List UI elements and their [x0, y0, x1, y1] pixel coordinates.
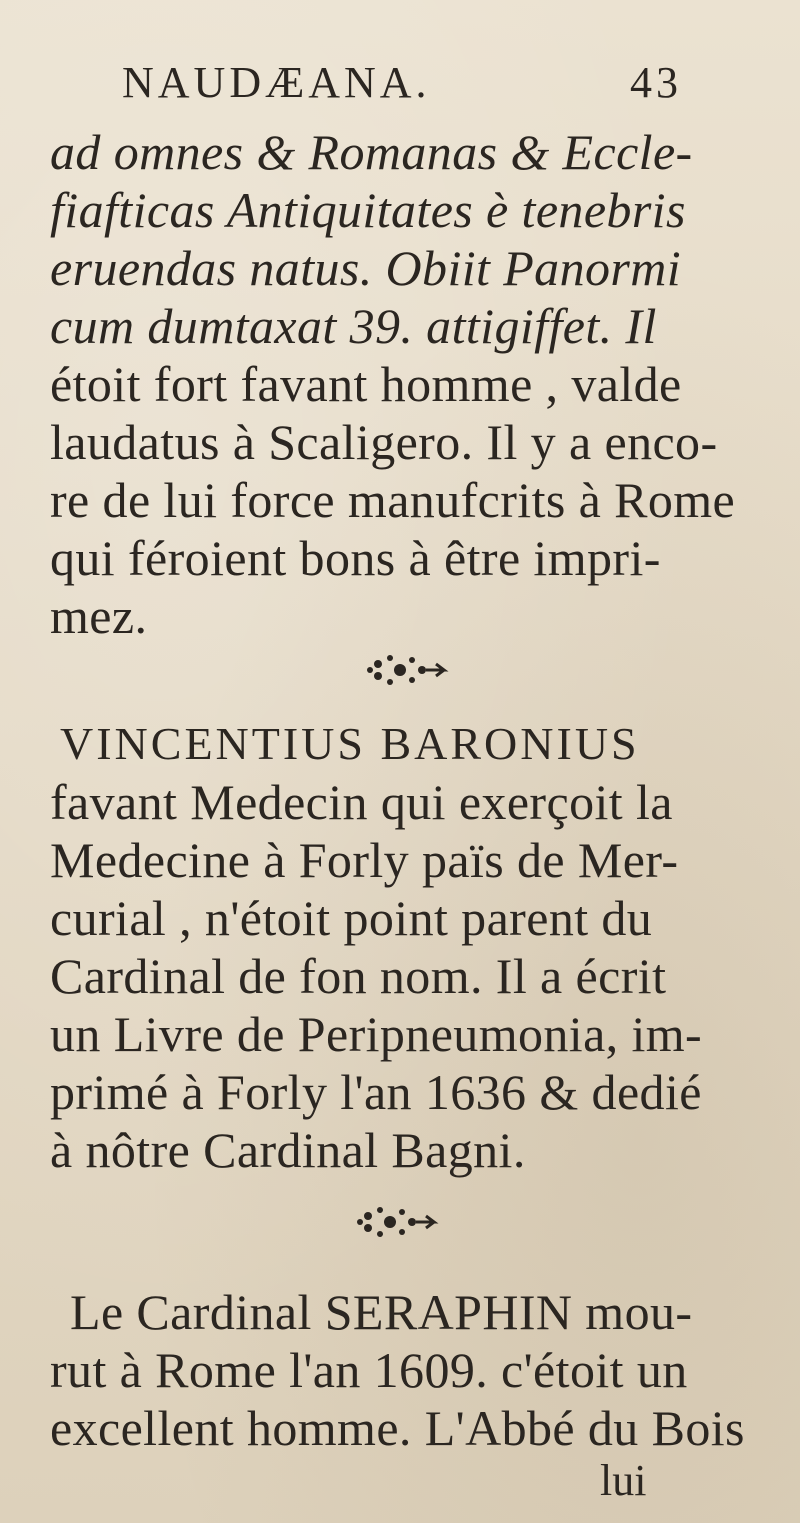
text-line: mez.	[50, 588, 148, 644]
text-line: rut à Rome l'an 1609. c'étoit un	[50, 1342, 688, 1398]
text-line: Le Cardinal SERAPHIN mou-	[70, 1284, 693, 1340]
fleuron-ornament	[350, 1200, 440, 1240]
running-title: NAUDÆANA.	[122, 58, 431, 107]
text-line: étoit fort favant homme , valde	[50, 356, 682, 412]
text-line: Cardinal de fon nom. Il a écrit	[50, 948, 667, 1004]
text-line: eruendas natus. Obiit Panormi	[50, 240, 682, 296]
catchword: lui	[600, 1456, 647, 1505]
text-line: Medecine à Forly païs de Mer-	[50, 832, 679, 888]
entry-heading: VINCENTIUS BARONIUS	[60, 718, 640, 769]
text-line: excellent homme. L'Abbé du Bois	[50, 1400, 745, 1456]
text-line: re de lui force manufcrits à Rome	[50, 472, 736, 528]
text-line: qui féroient bons à être impri-	[50, 530, 661, 586]
text-line: laudatus à Scaligero. Il y a enco-	[50, 414, 718, 470]
running-header	[122, 58, 682, 108]
text-line: ad omnes & Romanas & Eccle-	[50, 124, 693, 180]
text-line: à nôtre Cardinal Bagni.	[50, 1122, 526, 1178]
text-line: un Livre de Peripneumonia, im-	[50, 1006, 703, 1062]
page-number: 43	[630, 58, 682, 107]
text-line: favant Medecin qui exerçoit la	[50, 774, 673, 830]
text-line: fiafticas Antiquitates è tenebris	[50, 182, 686, 238]
text-line: cum dumtaxat 39. attigiffet. Il	[50, 298, 657, 354]
text-line: curial , n'étoit point parent du	[50, 890, 653, 946]
text-line: primé à Forly l'an 1636 & dedié	[50, 1064, 702, 1120]
fleuron-ornament	[360, 648, 450, 688]
